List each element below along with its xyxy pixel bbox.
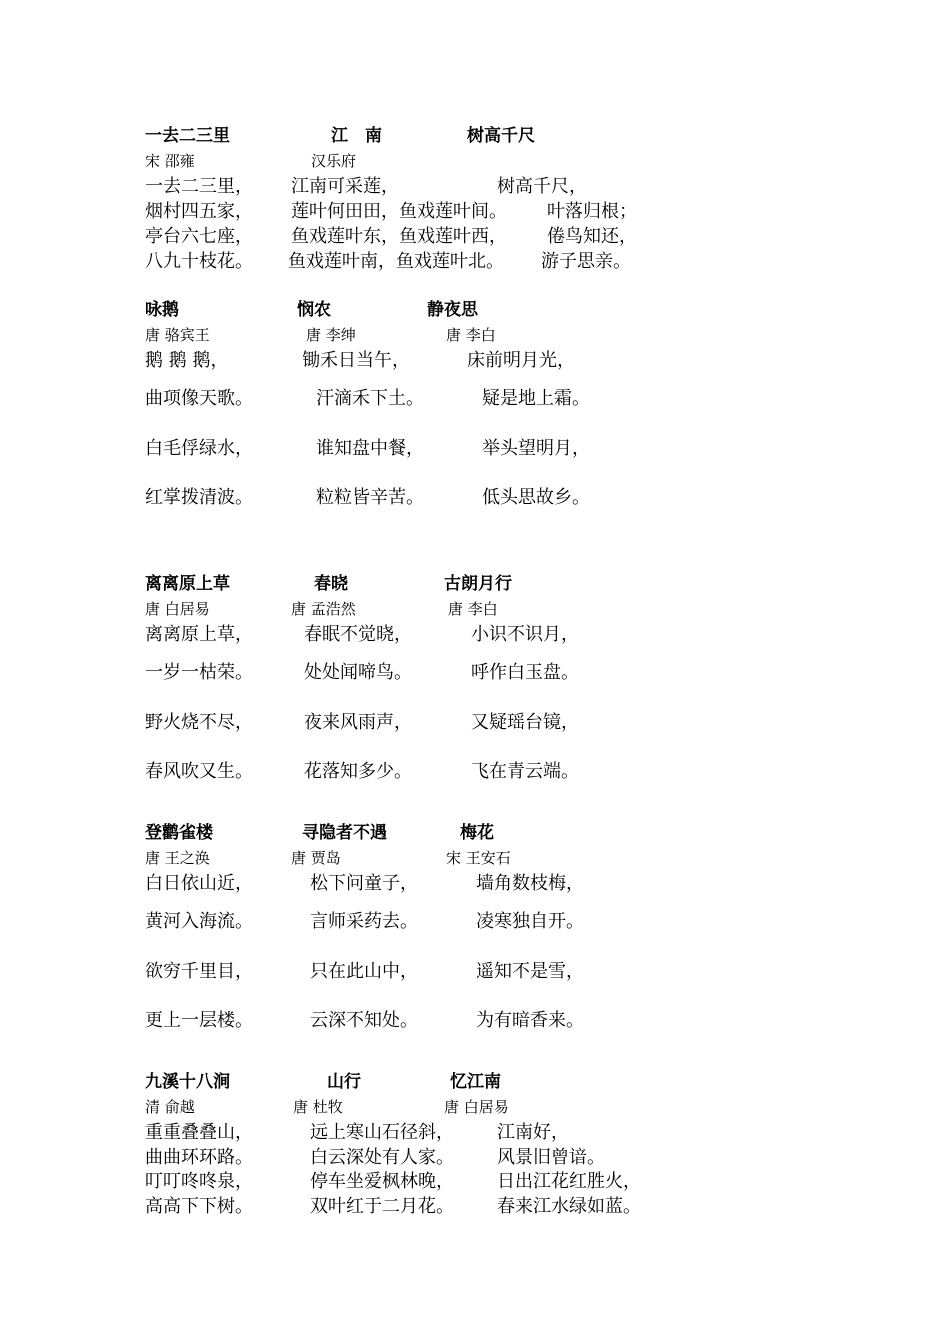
poem-author: 唐 杜牧 bbox=[293, 1098, 343, 1116]
poem-line: 日出江花红胜火， bbox=[497, 1171, 641, 1192]
poem-author: 唐 骆宾王 bbox=[145, 326, 210, 344]
poem-title: 春晓 bbox=[314, 574, 348, 594]
poem-line: 夜来风雨声， bbox=[304, 712, 412, 733]
poem-author: 宋 邵雍 bbox=[145, 152, 195, 170]
poem-line: 汗滴禾下土。 bbox=[316, 388, 424, 409]
poem-title: 梅花 bbox=[460, 823, 494, 843]
poem-line: 花落知多少。 bbox=[304, 761, 412, 782]
poem-line: 谁知盘中餐， bbox=[316, 438, 424, 459]
poem-author: 唐 王之涣 bbox=[145, 849, 210, 867]
poem-line: 鱼戏莲叶东，鱼戏莲叶西， bbox=[291, 226, 507, 247]
poem-line: 春来江水绿如蓝。 bbox=[497, 1196, 641, 1217]
poem-line: 黄河入海流。 bbox=[145, 911, 253, 932]
poem-line: 为有暗香来。 bbox=[476, 1010, 584, 1031]
poem-line: 举头望明月， bbox=[482, 438, 590, 459]
poem-title: 山行 bbox=[327, 1072, 361, 1092]
poem-line: 处处闻啼鸟。 bbox=[304, 662, 412, 683]
poem-line: 曲项像天歌。 bbox=[145, 388, 253, 409]
poem-line: 高高下下树。 bbox=[145, 1196, 253, 1217]
poem-line: 远上寒山石径斜， bbox=[310, 1122, 454, 1143]
poem-line: 又疑瑶台镜， bbox=[471, 712, 579, 733]
poem-title: 古朗月行 bbox=[444, 574, 512, 594]
poem-title: 寻隐者不遇 bbox=[302, 823, 387, 843]
poem-title: 一去二三里 bbox=[145, 126, 230, 146]
poem-author: 唐 孟浩然 bbox=[291, 600, 356, 618]
poem-line: 白毛俘绿水， bbox=[145, 438, 253, 459]
poem-line: 停车坐爱枫林晚， bbox=[310, 1171, 454, 1192]
poem-author: 唐 李绅 bbox=[306, 326, 356, 344]
poem-line: 重重叠叠山， bbox=[145, 1122, 253, 1143]
poem-line: 曲曲环环路。 bbox=[145, 1147, 253, 1168]
poem-line: 锄禾日当午， bbox=[302, 350, 410, 371]
poem-title: 江 南 bbox=[331, 126, 382, 146]
poem-line: 离离原上草， bbox=[145, 624, 253, 645]
poem-line: 野火烧不尽， bbox=[145, 712, 253, 733]
poem-author: 唐 贾岛 bbox=[291, 849, 341, 867]
poem-line: 叮叮咚咚泉， bbox=[145, 1171, 253, 1192]
poem-line: 江南可采莲， bbox=[291, 176, 399, 197]
poem-author: 唐 李白 bbox=[446, 326, 496, 344]
poem-line: 双叶红于二月花。 bbox=[310, 1196, 454, 1217]
poem-title: 忆江南 bbox=[450, 1072, 501, 1092]
poem-line: 粒粒皆辛苦。 bbox=[316, 487, 424, 508]
poem-line: 更上一层楼。 bbox=[145, 1010, 253, 1031]
poem-line: 呼作白玉盘。 bbox=[471, 662, 579, 683]
poem-author: 唐 李白 bbox=[448, 600, 498, 618]
poem-line: 红掌拨清波。 bbox=[145, 487, 253, 508]
poem-line: 疑是地上霜。 bbox=[482, 388, 590, 409]
poem-line: 墙角数枝梅， bbox=[476, 873, 584, 894]
poem-line: 鹅 鹅 鹅， bbox=[145, 350, 229, 371]
poem-line: 白日依山近， bbox=[145, 873, 253, 894]
poem-author: 唐 白居易 bbox=[444, 1098, 509, 1116]
poem-line: 松下问童子， bbox=[310, 873, 418, 894]
poem-line: 莲叶何田田，鱼戏莲叶间。 bbox=[291, 201, 507, 222]
poem-line: 飞在青云端。 bbox=[471, 761, 579, 782]
poem-line: 床前明月光， bbox=[467, 350, 575, 371]
poem-line: 欲穷千里目， bbox=[145, 961, 253, 982]
poem-line: 小识不识月， bbox=[471, 624, 579, 645]
poem-line: 一去二三里， bbox=[145, 176, 253, 197]
poem-line: 鱼戏莲叶南，鱼戏莲叶北。 bbox=[288, 251, 504, 272]
poem-author: 汉乐府 bbox=[311, 152, 357, 170]
poem-title: 九溪十八涧 bbox=[145, 1072, 230, 1092]
poem-line: 白云深处有人家。 bbox=[310, 1147, 454, 1168]
poem-line: 风景旧曾谙。 bbox=[497, 1147, 605, 1168]
poem-line: 亭台六七座， bbox=[145, 226, 253, 247]
poem-line: 叶落归根； bbox=[547, 201, 637, 222]
poem-line: 烟村四五家， bbox=[145, 201, 253, 222]
poem-line: 八九十枝花。 bbox=[145, 251, 253, 272]
poem-line: 凌寒独自开。 bbox=[476, 911, 584, 932]
poem-author: 宋 王安石 bbox=[446, 849, 511, 867]
poem-line: 只在此山中， bbox=[310, 961, 418, 982]
poem-author: 清 俞越 bbox=[145, 1098, 195, 1116]
poem-line: 遥知不是雪， bbox=[476, 961, 584, 982]
poem-line: 春眠不觉晓， bbox=[304, 624, 412, 645]
poem-line: 一岁一枯荣。 bbox=[145, 662, 253, 683]
poem-line: 游子思亲。 bbox=[541, 251, 631, 272]
poem-line: 倦鸟知还， bbox=[547, 226, 637, 247]
poem-title: 悯农 bbox=[297, 300, 331, 320]
poem-title: 静夜思 bbox=[427, 300, 478, 320]
poem-title: 咏鹅 bbox=[145, 300, 179, 320]
poem-title: 树高千尺 bbox=[467, 126, 535, 146]
poem-title: 离离原上草 bbox=[145, 574, 230, 594]
poem-line: 江南好， bbox=[497, 1122, 569, 1143]
poem-line: 树高千尺， bbox=[497, 176, 587, 197]
poem-author: 唐 白居易 bbox=[145, 600, 210, 618]
poem-line: 言师采药去。 bbox=[310, 911, 418, 932]
poem-line: 春风吹又生。 bbox=[145, 761, 253, 782]
poem-line: 低头思故乡。 bbox=[482, 487, 590, 508]
poem-line: 云深不知处。 bbox=[310, 1010, 418, 1031]
poem-title: 登鹳雀楼 bbox=[145, 823, 213, 843]
